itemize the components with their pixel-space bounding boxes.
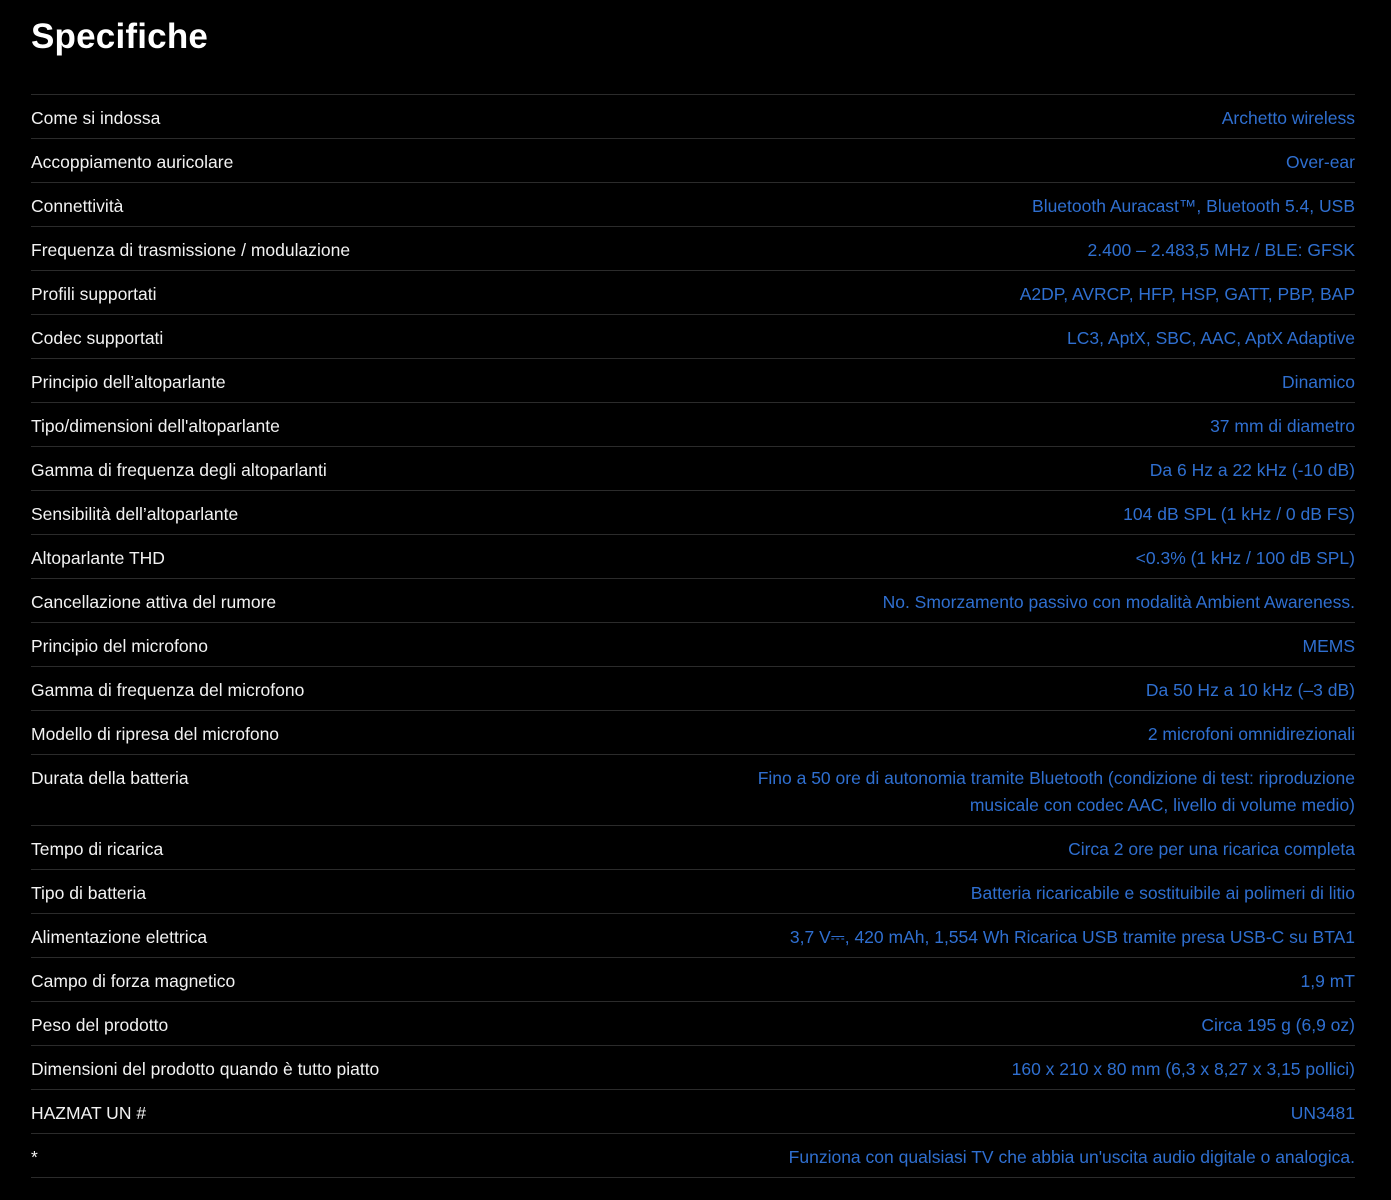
page-title: Specifiche [31,17,209,56]
spec-row-footnote [31,1134,1355,1178]
spec-value: Circa 2 ore per una ricarica completa [1068,839,1355,859]
spec-row-charging-time [31,826,1355,870]
spec-row-profiles [31,271,1355,315]
spec-value: 160 x 210 x 80 mm (6,3 x 8,27 x 3,15 pollici) [1011,1059,1355,1079]
spec-row-wearing [31,95,1355,139]
spec-label: Altoparlante THD [31,548,165,568]
spec-row-weight [31,1002,1355,1046]
spec-row-power-supply [31,914,1355,958]
spec-label: Tipo di batteria [31,883,147,903]
spec-row-battery-type [31,870,1355,914]
spec-row-anc [31,579,1355,623]
spec-row-codecs [31,315,1355,359]
spec-label: Peso del prodotto [31,1015,169,1035]
spec-row-speaker-frequency-range [31,447,1355,491]
spec-label: Tempo di ricarica [31,839,164,859]
spec-value: 2.400 – 2.483,5 MHz / BLE: GFSK [1087,240,1355,260]
spec-label: Accoppiamento auricolare [31,152,234,172]
spec-value: 1,9 mT [1300,971,1355,991]
spec-value: Dinamico [1282,372,1355,392]
spec-row-speaker-principle [31,359,1355,403]
spec-value: Da 50 Hz a 10 kHz (–3 dB) [1145,680,1355,700]
spec-row-transmission-frequency [31,227,1355,271]
spec-table [31,94,1355,1178]
spec-row-mic-pickup-pattern [31,711,1355,755]
spec-value: Bluetooth Auracast™, Bluetooth 5.4, USB [1032,196,1355,216]
spec-label: Principio dell’altoparlante [31,372,226,392]
spec-row-speaker-thd [31,535,1355,579]
spec-row-dimensions [31,1046,1355,1090]
spec-label: Codec supportati [31,328,164,348]
spec-label: HAZMAT UN # [31,1103,147,1123]
spec-value: Da 6 Hz a 22 kHz (-10 dB) [1149,460,1355,480]
spec-value: 37 mm di diametro [1210,416,1355,436]
spec-label: Sensibilità dell’altoparlante [31,504,239,524]
spec-row-speaker-sensitivity [31,491,1355,535]
spec-label: Cancellazione attiva del rumore [31,592,277,612]
spec-value: Archetto wireless [1221,108,1355,128]
spec-label: Frequenza di trasmissione / modulazione [31,240,351,260]
spec-row-connectivity [31,183,1355,227]
spec-row-ear-coupling [31,139,1355,183]
spec-label: Profili supportati [31,284,157,304]
spec-value: Over-ear [1285,152,1355,172]
spec-value: 2 microfoni omnidirezionali [1147,724,1355,744]
spec-label: Connettività [31,196,124,216]
spec-label: Gamma di frequenza del microfono [31,680,305,700]
spec-value: Fino a 50 ore di autonomia tramite Bluetooth (condizione di test: riproduzione musicale con codec AAC, livello di volume medio) [757,768,1355,815]
spec-value: 3,7 V⎓, 420 mAh, 1,554 Wh Ricarica USB tramite presa USB-C su BTA1 [789,927,1355,947]
spec-row-mic-frequency-range [31,667,1355,711]
spec-label: * [31,1147,38,1167]
spec-value: Funziona con qualsiasi TV che abbia un'uscita audio digitale o analogica. [788,1147,1355,1167]
spec-row-magnetic-field [31,958,1355,1002]
spec-label: Tipo/dimensioni dell'altoparlante [31,416,280,436]
spec-value: LC3, AptX, SBC, AAC, AptX Adaptive [1067,328,1355,348]
spec-label: Principio del microfono [31,636,209,656]
spec-label: Modello di ripresa del microfono [31,724,280,744]
spec-value: UN3481 [1290,1103,1355,1123]
spec-label: Come si indossa [31,108,161,128]
spec-value: No. Smorzamento passivo con modalità Ambient Awareness. [882,592,1355,612]
spec-label: Dimensioni del prodotto quando è tutto piatto [31,1059,380,1079]
spec-label: Gamma di frequenza degli altoparlanti [31,460,327,480]
spec-row-battery-life [31,755,1355,826]
spec-value: 104 dB SPL (1 kHz / 0 dB FS) [1123,504,1355,524]
spec-value: MEMS [1302,636,1355,656]
spec-value: Circa 195 g (6,9 oz) [1201,1015,1355,1035]
spec-row-mic-principle [31,623,1355,667]
spec-label: Alimentazione elettrica [31,927,208,947]
spec-value: A2DP, AVRCP, HFP, HSP, GATT, PBP, BAP [1019,284,1355,304]
spec-row-hazmat [31,1090,1355,1134]
spec-value: <0.3% (1 kHz / 100 dB SPL) [1135,548,1355,568]
spec-label: Campo di forza magnetico [31,971,236,991]
spec-value: Batteria ricaricabile e sostituibile ai polimeri di litio [970,883,1355,903]
spec-row-speaker-size [31,403,1355,447]
spec-label: Durata della batteria [31,768,189,788]
